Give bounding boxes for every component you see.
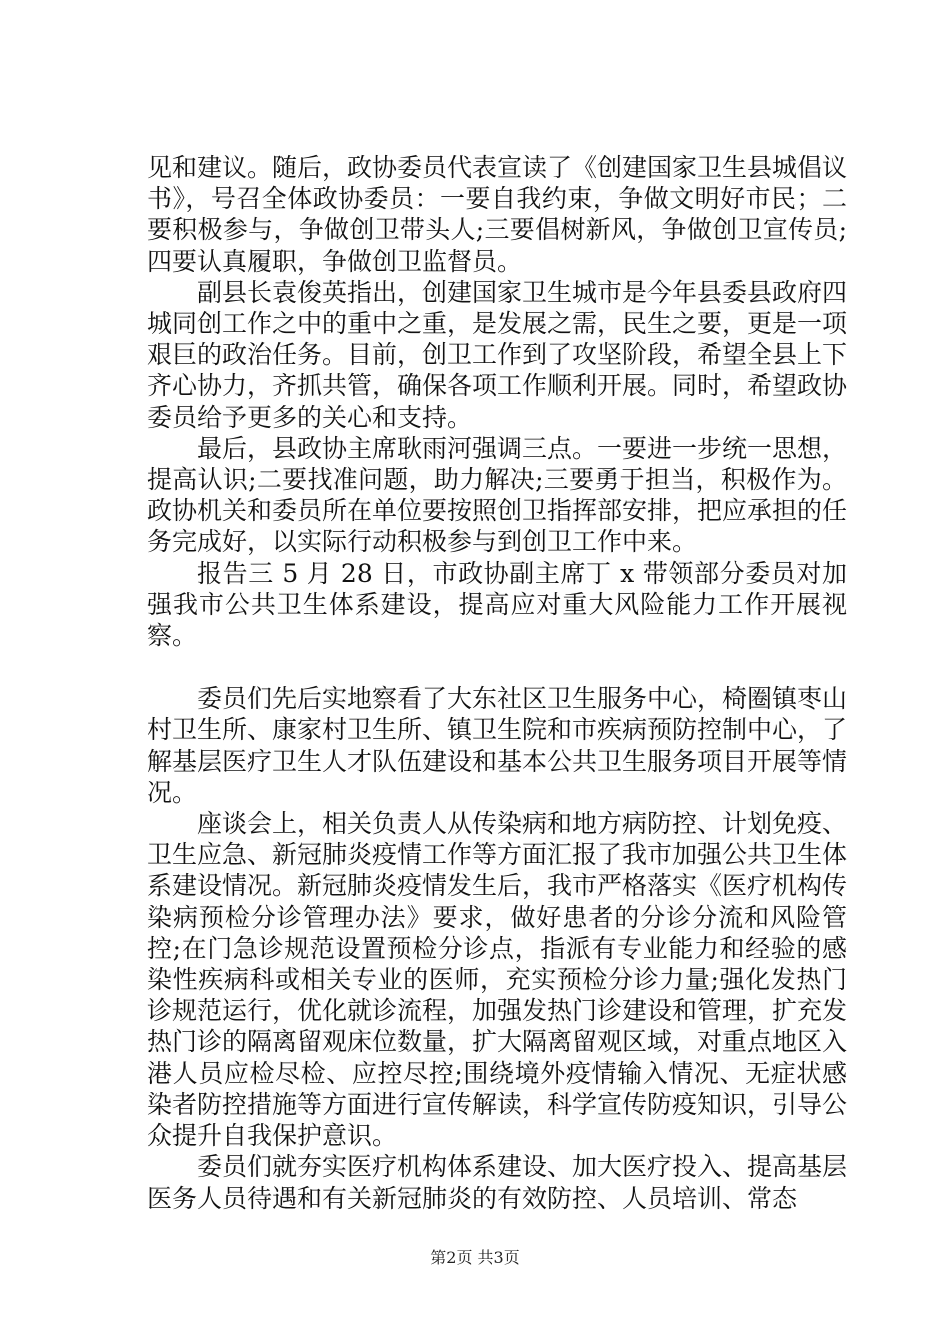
paragraph-4: 报告三 5 月 28 日，市政协副主席丁 x 带领部分委员对加强我市公共卫生体系建设，提高应对重大风险能力工作开展视察。 [147,558,847,651]
paragraph-3: 最后，县政协主席耿雨河强调三点。一要进一步统一思想，提高认识;二要找准问题，助力解决;三要勇于担当，积极作为。政协机关和委员所在单位要按照创卫指挥部安排，把应承担的任务完成好，以实际行动积极参与到创卫工作中来。 [147,433,848,557]
paragraph-7: 委员们就夯实医疗机构体系建设、加大医疗投入、提高基层医务人员待遇和有关新冠肺炎的有效防控、人员培训、常态 [147,1152,848,1213]
body-text [147,152,847,1214]
paragraph-1: 见和建议。随后，政协委员代表宣读了《创建国家卫生县城倡议书》，号召全体政协委员：一要自我约束，争做文明好市民；二要积极参与，争做创卫带头人;三要倡树新风，争做创卫宣传员;四要认真履职，争做创卫监督员。 [147,153,848,276]
paragraph-5: 委员们先后实地察看了大东社区卫生服务中心，椅圈镇枣山村卫生所、康家村卫生所、镇卫生院和市疾病预防控制中心，了解基层医疗卫生人才队伍建设和基本公共卫生服务项目开展等情况。 [147,684,848,807]
paragraph-spacer [147,651,847,683]
paragraph-2: 副县长袁俊英指出，创建国家卫生城市是今年县委县政府四城同创工作之中的重中之重，是发展之需，民生之要，更是一项艰巨的政治任务。目前，创卫工作到了攻坚阶段，希望全县上下齐心协力，齐抓共管，确保各项工作顺利开展。同时，希望政协委员给予更多的关心和支持。 [147,277,848,432]
paragraph-6: 座谈会上，相关负责人从传染病和地方病防控、计划免疫、卫生应急、新冠肺炎疫情工作等方面汇报了我市加强公共卫生体系建设情况。新冠肺炎疫情发生后，我市严格落实《医疗机构传染病预检分诊管理办法》要求，做好患者的分诊分流和风险管控;在门急诊规范设置预检分诊点，指派有专业能力和经验的感染性疾病科或相关专业的医师，充实预检分诊力量;强化发热门诊规范运行，优化就诊流程，加强发热门诊建设和管理，扩充发热门诊的隔离留观床位数量，扩大隔离留观区域，对重点地区入港人员应检尽检、应控尽控;围绕境外疫情输入情况、无症状感染者防控措施等方面进行宣传解读，科学宣传防疫知识，引导公众提升自我保护意识。 [147,809,848,1151]
page-footer: 第2页 共3页 [430,1248,520,1267]
